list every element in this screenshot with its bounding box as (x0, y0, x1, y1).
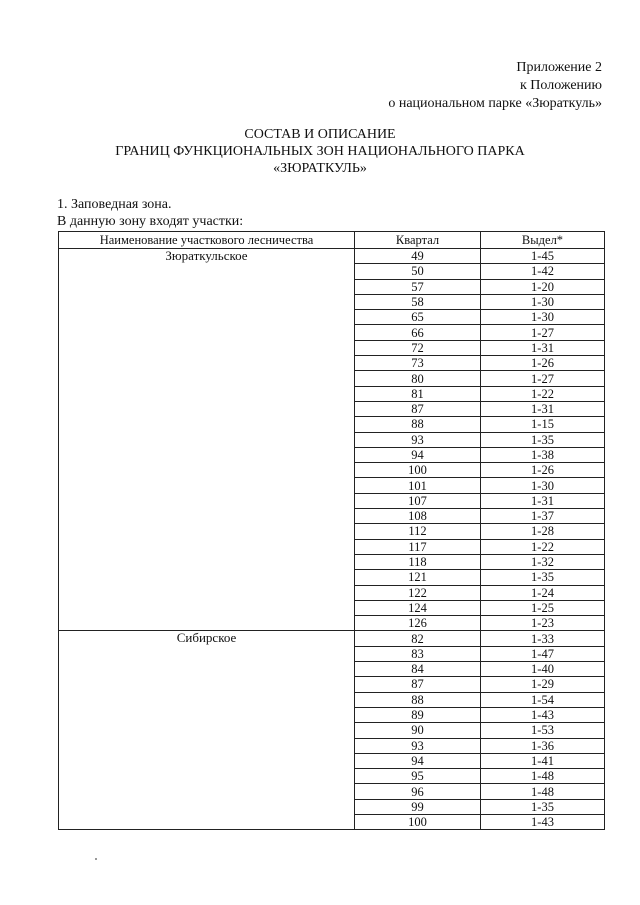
quarter-cell: 118 (355, 554, 481, 569)
allotment-cell: 1-27 (481, 371, 605, 386)
quarter-cell: 94 (355, 447, 481, 462)
table-row (59, 631, 605, 646)
allotment-cell: 1-25 (481, 600, 605, 615)
quarter-cell: 83 (355, 646, 481, 661)
header-forestry: Наименование участкового лесничества (59, 232, 355, 249)
allotment-cell: 1-43 (481, 814, 605, 829)
header-quarter: Квартал (355, 232, 481, 249)
quarter-cell: 107 (355, 493, 481, 508)
document-title (0, 126, 640, 177)
quarter-cell: 82 (355, 631, 481, 646)
quarter-cell: 126 (355, 616, 481, 631)
quarter-cell: 96 (355, 784, 481, 799)
quarter-cell: 93 (355, 432, 481, 447)
allotment-cell: 1-40 (481, 662, 605, 677)
quarter-cell: 80 (355, 371, 481, 386)
allotment-cell: 1-54 (481, 692, 605, 707)
allotment-cell: 1-31 (481, 401, 605, 416)
appendix-park: о национальном парке «Зюраткуль» (388, 96, 602, 111)
allotment-cell: 1-43 (481, 707, 605, 722)
allotment-cell: 1-42 (481, 264, 605, 279)
forestry-name: Зюраткульское (59, 249, 355, 631)
allotment-cell: 1-53 (481, 723, 605, 738)
quarter-cell: 50 (355, 264, 481, 279)
allotment-cell: 1-31 (481, 493, 605, 508)
allotment-cell: 1-30 (481, 478, 605, 493)
quarter-cell: 100 (355, 463, 481, 478)
quarter-cell: 49 (355, 249, 481, 264)
quarter-cell: 81 (355, 386, 481, 401)
allotment-cell: 1-29 (481, 677, 605, 692)
quarter-cell: 112 (355, 524, 481, 539)
quarter-cell: 93 (355, 738, 481, 753)
quarter-cell: 99 (355, 799, 481, 814)
quarter-cell: 108 (355, 509, 481, 524)
quarter-cell: 87 (355, 677, 481, 692)
quarter-cell: 101 (355, 478, 481, 493)
quarter-cell: 89 (355, 707, 481, 722)
quarter-cell: 121 (355, 570, 481, 585)
quarter-cell: 57 (355, 279, 481, 294)
section-heading: 1. Заповедная зона. (57, 197, 172, 212)
allotment-cell: 1-24 (481, 585, 605, 600)
allotment-cell: 1-26 (481, 356, 605, 371)
allotment-cell: 1-32 (481, 554, 605, 569)
quarter-cell: 72 (355, 340, 481, 355)
quarter-cell: 95 (355, 769, 481, 784)
zone-table (58, 231, 605, 830)
quarter-cell: 94 (355, 753, 481, 768)
allotment-cell: 1-35 (481, 799, 605, 814)
section-intro (57, 196, 243, 230)
allotment-cell: 1-26 (481, 463, 605, 478)
allotment-cell: 1-36 (481, 738, 605, 753)
allotment-cell: 1-23 (481, 616, 605, 631)
table-row (59, 249, 605, 264)
quarter-cell: 84 (355, 662, 481, 677)
allotment-cell: 1-35 (481, 432, 605, 447)
allotment-cell: 1-47 (481, 646, 605, 661)
allotment-cell: 1-48 (481, 784, 605, 799)
quarter-cell: 88 (355, 692, 481, 707)
quarter-cell: 124 (355, 600, 481, 615)
allotment-cell: 1-30 (481, 310, 605, 325)
allotment-cell: 1-30 (481, 294, 605, 309)
quarter-cell: 90 (355, 723, 481, 738)
section-subheading: В данную зону входят участки: (57, 214, 244, 229)
title-line-1: СОСТАВ И ОПИСАНИЕ (244, 127, 396, 142)
quarter-cell: 87 (355, 401, 481, 416)
allotment-cell: 1-41 (481, 753, 605, 768)
quarter-cell: 73 (355, 356, 481, 371)
scan-speck (95, 858, 97, 860)
allotment-cell: 1-20 (481, 279, 605, 294)
allotment-cell: 1-33 (481, 631, 605, 646)
quarter-cell: 58 (355, 294, 481, 309)
appendix-number: Приложение 2 (516, 60, 602, 75)
allotment-cell: 1-28 (481, 524, 605, 539)
allotment-cell: 1-38 (481, 447, 605, 462)
title-line-3: «ЗЮРАТКУЛЬ» (273, 161, 367, 176)
quarter-cell: 65 (355, 310, 481, 325)
quarter-cell: 117 (355, 539, 481, 554)
appendix-reference (388, 59, 602, 113)
allotment-cell: 1-48 (481, 769, 605, 784)
quarter-cell: 88 (355, 417, 481, 432)
quarter-cell: 100 (355, 814, 481, 829)
appendix-regulation: к Положению (519, 78, 602, 93)
quarter-cell: 122 (355, 585, 481, 600)
table-body (59, 249, 605, 830)
allotment-cell: 1-31 (481, 340, 605, 355)
allotment-cell: 1-27 (481, 325, 605, 340)
header-allotment: Выдел* (481, 232, 605, 249)
allotment-cell: 1-35 (481, 570, 605, 585)
allotment-cell: 1-22 (481, 386, 605, 401)
forestry-name: Сибирское (59, 631, 355, 830)
allotment-cell: 1-37 (481, 509, 605, 524)
quarter-cell: 66 (355, 325, 481, 340)
allotment-cell: 1-45 (481, 249, 605, 264)
title-line-2: ГРАНИЦ ФУНКЦИОНАЛЬНЫХ ЗОН НАЦИОНАЛЬНОГО ПАРКА (115, 144, 525, 159)
table-header-row (59, 232, 605, 249)
allotment-cell: 1-22 (481, 539, 605, 554)
allotment-cell: 1-15 (481, 417, 605, 432)
